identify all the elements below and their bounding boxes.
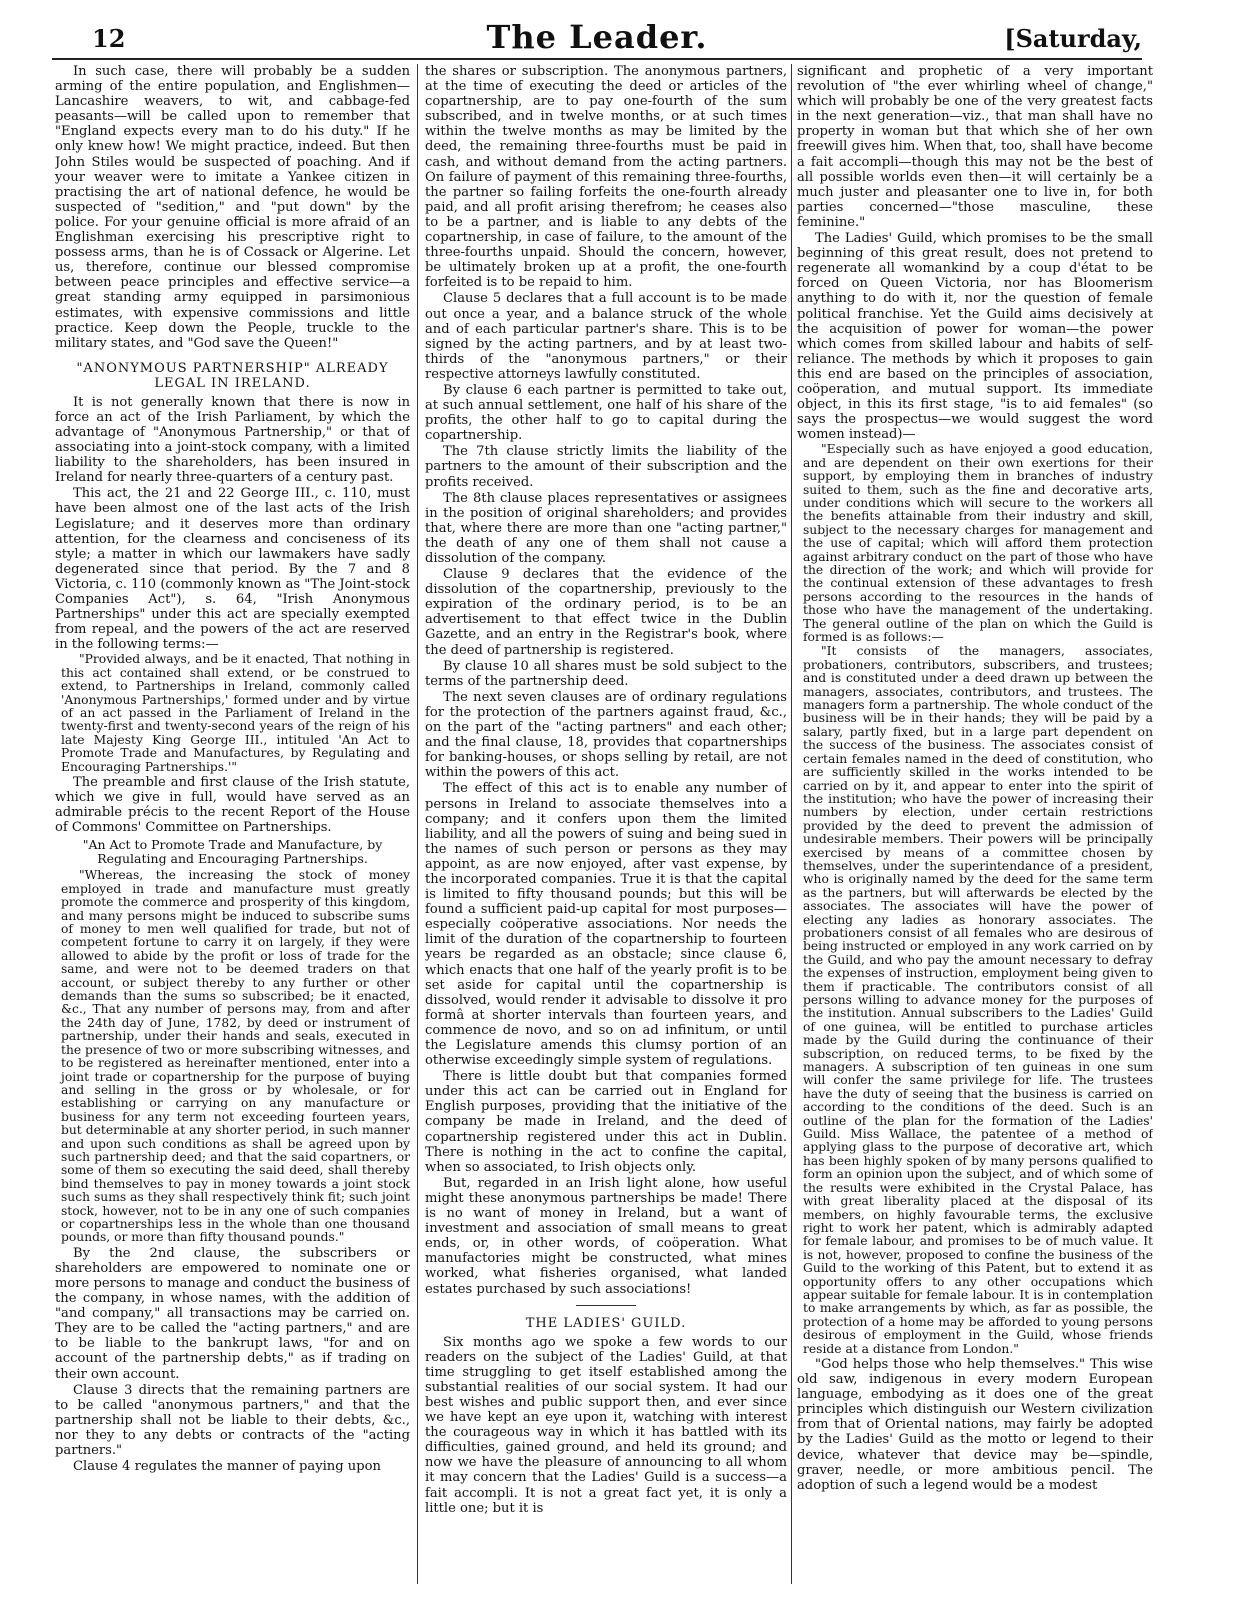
column-divider <box>791 64 792 1584</box>
paragraph: The 7th clause strictly limits the liability of the partners to the amount of their subscription and the profits received. <box>425 444 787 490</box>
page-header <box>52 18 1142 58</box>
paragraph: The 8th clause places representatives or assignees in the position of original shareholders; and provides that, where there are more than one "acting partner," the death of any one of them shall not cause a dissolution of the company. <box>425 490 787 566</box>
page-number: 12 <box>92 24 126 53</box>
paragraph: "God helps those who help themselves." This wise old saw, indigenous in every modern European language, embodying as it does one of the great principles which distinguish our Western civilization from that of Oriental nations, may fairly be adopted by the Ladies' Guild as the motto or legend to their device, whatever that device may be—spindle, graver, needle, or more ambitious pencil. The adoption of such a legend would be a modest <box>797 1356 1153 1493</box>
section-rule <box>576 1305 636 1306</box>
article-heading: "ANONYMOUS PARTNERSHIP" ALREADY LEGAL IN IRELAND. <box>76 360 389 391</box>
quotation: "Especially such as have enjoyed a good education, and are dependent on their own exertions for their support, by employing them in branches of industry suited to them, such as the fine and decorative arts, under conditions which will secure to the workers all the benefits attainable from their industry and skill, subject to the necessary charges for management and the use of capital; which will afford them protection against arbitrary conduct on the part of those who have the direction of the work; and which will provide for the continual extension of these advantages to fresh persons according to the resources in the hands of those who have the management of the undertaking. The general outline of the plan on which the Guild is formed is as follows:— <box>803 442 1153 645</box>
paragraph: It is not generally known that there is now in force an act of the Irish Parliament, by which the advantage of "Anonymous Partnership," or that of associating into a joint-stock company, with a limited liability to the shareholders, has been insured in Ireland for nearly three-quarters of a century past. <box>55 394 410 486</box>
paragraph: The effect of this act is to enable any number of persons in Ireland to associate themselves into a company; and it confers upon them the limited liability, and all the powers of suing and being sued in the names of such person or persons as they may appoint, as are now enjoyed, after vast expense, by the incorporated companies. True it is that the capital is limited to fifty thousand pounds; but this will be found a sufficient paid-up capital for most purposes—especially coöperative associations. Nor needs the limit of the duration of the copartnership to fourteen years be regarded as an obstacle; since clause 6, which enacts that one half of the yearly profit is to be set aside for capital until the copartnership is dissolved, would render it advisable to dissolve it pro formâ at shorter intervals than fourteen years, and commence de novo, and so on ad infinitum, or until the Legislature amends this clumsy portion of an otherwise exceedingly simple system of regulations. <box>425 781 787 1069</box>
paragraph: By the 2nd clause, the subscribers or shareholders are empowered to nominate one or more persons to manage and conduct the business of the company, in whose names, with the addition of "and company," all transactions may be carried on. They are to be called the "acting partners," and are to be liable to the bankrupt laws, "for and on account of the partnership debts," as if trading on their own account. <box>55 1245 410 1382</box>
paragraph: The Ladies' Guild, which promises to be the small beginning of this great result, does not pretend to regenerate all womankind by a coup d'état to be forced on Queen Victoria, nor has Bloomerism anything to do with it, nor the question of female political franchise. Yet the Guild aims decisively at the acquisition of power for woman—the power which comes from skilled labour and habits of self-reliance. The methods by which it proposes to gain this end are based on the principles of association, coöperation, and mutual support. Its immediate object, in this its first stage, "is to aid females" (so says the prospectus—we would suggest the word women instead)— <box>797 231 1153 443</box>
paragraph: There is little doubt but that companies formed under this act can be carried out in England for English purposes, providing that the initiative of the company be made in Ireland, and the deed of copartnership registered under this act in Dublin. There is nothing in the act to confine the capital, when so associated, to Irish objects only. <box>425 1069 787 1175</box>
paragraph: By clause 6 each partner is permitted to take out, at such annual settlement, one half of his share of the profits, the other half to go to capital during the copartnership. <box>425 382 787 444</box>
column-divider <box>417 64 418 1584</box>
column-1 <box>55 64 410 1584</box>
paragraph: Six months ago we spoke a few words to our readers on the subject of the Ladies' Guild, at that time struggling to get itself established among the substantial realities of our social system. It had our best wishes and public support then, and ever since we have kept an eye upon it, watching with interest the courageous way in which it has battled with its difficulties, gained ground, and held its ground; and now we have the pleasure of announcing to all whom it may concern that the Ladies' Guild is a success—a fait accompli. It is not a great fact yet, it is only a little one; but it is <box>425 1334 787 1516</box>
paragraph: Clause 3 directs that the remaining partners are to be called "anonymous partners," and that the partnership shall not be liable to their debts, &c., nor they to any debts or contracts of the "acting partners." <box>55 1382 410 1458</box>
act-title: "An Act to Promote Trade and Manufacture, by Regulating and Encouraging Partnerships. <box>82 837 383 867</box>
paragraph: Clause 9 declares that the evidence of the dissolution of the copartnership, previously to the expiration of the ordinary period, is to be an advertisement to that effect twice in the Dublin Gazette, and an entry in the Registrar's book, where the deed of partnership is registered. <box>425 567 787 658</box>
paragraph: The preamble and first clause of the Irish statute, which we give in full, would have served as an admirable précis to the recent Report of the House of Commons' Committee on Partnerships. <box>55 775 410 836</box>
paragraph: In such case, there will probably be a sudden arming of the entire population, and Englishmen—Lancashire weavers, to wit, and cabbage-fed peasants—will be called upon to remember that "England expects every man to do his duty." If he only knew how! We might practice, indeed. But then John Stiles would be suspected of poaching. And if your weaver were to imitate a Yankee citizen in practising the art of national defence, he would be suspected of "sedition," and "put down" by the police. For your genuine official is more afraid of an Englishman exercising his prescriptive right to possess arms, than he is of Cossack or Algerine. Let us, therefore, continue our blessed compromise between peace principles and effective service—a great standing army equipped in parsimonious estimates, with expensive commissions and little practice. Keep down the People, truckle to the military states, and "God save the Queen!" <box>55 64 410 351</box>
column-2 <box>425 64 787 1584</box>
paragraph: Clause 5 declares that a full account is to be made out once a year, and a balance struck of the whole and of each particular partner's share. This is to be signed by the acting partners, and by at least two-thirds of the "anonymous partners," or their respective attorneys lawfully constituted. <box>425 291 787 382</box>
article-heading: THE LADIES' GUILD. <box>525 1315 687 1331</box>
paragraph: This act, the 21 and 22 George III., c. 110, must have been almost one of the last acts of the Irish Legislature; and it deserves more than ordinary attention, for the clearness and conciseness of its style; a matter in which our lawmakers have sadly degenerated since that period. By the 7 and 8 Victoria, c. 110 (commonly known as "The Joint-stock Companies Act"), s. 64, "Irish Anonymous Partnerships" under this act are specially exempted from repeal, and the powers of the act are reserved in the following terms:— <box>55 486 410 653</box>
quotation: "Whereas, the increasing the stock of money employed in trade and manufacture must greatly promote the commerce and prosperity of this kingdom, and many persons might be induced to subscribe sums of money to men well qualified for trade, but not of competent fortune to carry it on largely, if they were allowed to abide by the profit or loss of trade for the same, and were not to be deemed traders on that account, or subject thereby to any further or other demands than the sums so subscribed; be it enacted, &c., That any number of persons may, from and after the 24th day of June, 1782, by deed or instrument of partnership, under their hands and seals, executed in the presence of two or more subscribing witnesses, and to be registered as hereinafter mentioned, enter into a joint trade or copartnership for the purpose of buying and selling in the gross or by wholesale, or for establishing or carrying on any manufacture or business for any term not exceeding fourteen years, but determinable at any shorter period, in such manner and upon such conditions as shall be agreed upon by such partnership deed; and that the said copartners, or some of them so executing the said deed, shall thereby bind themselves to pay in money towards a joint stock such sums as they shall respectively think fit; such joint stock, however, not to be in any one of such companies or copartnerships less in the whole than one thousand pounds, or more than fifty thousand pounds." <box>61 868 410 1245</box>
issue-day: [Saturday, <box>1004 24 1142 53</box>
quotation: "It consists of the managers, associates, probationers, contributors, subscribers, and trustees; and is constituted under a deed drawn up between the managers, associates, contributors, and trustees. The managers form a partnership. The whole conduct of the business will be in their hands; they will be paid by a salary, partly fixed, but in a large part dependent on the success of the business. The associates consist of certain females named in the deed of constitution, who are sufficiently skilled in the works intended to be carried on by it, and appear to enter into the spirit of the institution; who have the power of increasing their numbers by election, under certain restrictions provided by the deed to prevent the admission of undesirable members. Their powers will be principally exercised by means of a committee chosen by themselves, under the superintendance of a president, who is originally named by the deed for the same term as the partners, but will afterwards be elected by the associates. The associates will have the power of electing any ladies as honorary associates. The probationers consist of all females who are desirous of being instructed or employed in any work carried on by the Guild, and who pay the amount necessary to defray the expenses of instruction, employment being given to them if practicable. The contributors consist of all persons willing to advance money for the purposes of the institution. Annual subscribers to the Ladies' Guild of one guinea, will be entitled to purchase articles made by the Guild during the continuance of their subscription, on reduced terms, to be fixed by the managers. A subscription of ten guineas in one sum will confer the same privilege for life. The trustees have the duty of seeing that the business is carried on according to the conditions of the deed. Such is an outline of the plan for the formation of the Ladies' Guild. Miss Wallace, the patentee of a method of applying glass to the purpose of decorative art, which has been highly spoken of by many persons qualified to form an opinion upon the subject, and of which some of the results were exhibited in the Crystal Palace, has with great liberality placed at the disposal of its members, on highly favourable terms, the exclusive right to work her patent, which is admirably adapted for female labour, and promises to be of much value. It is not, however, proposed to confine the business of the Guild to the working of this Patent, but to extend it as opportunity offers to any other occupations which appear suitable for female labour. It is in contemplation to make arrangements by which, as far as possible, the protection of a home may be afforded to young persons desirous of employment in the Guild, whose friends reside at a distance from London." <box>803 644 1153 1356</box>
header-rule <box>52 58 1142 60</box>
paragraph: By clause 10 all shares must be sold subject to the terms of the partnership deed. <box>425 658 787 689</box>
paragraph: Clause 4 regulates the manner of paying upon <box>73 1459 381 1475</box>
quotation: "Provided always, and be it enacted, That nothing in this act contained shall extend, or be construed to extend, to Partnerships in Ireland, commonly called 'Anonymous Partnerships,' formed under and by virtue of an act passed in the Parliament of Ireland in the twenty-first and twenty-second years of the reign of his late Majesty King George III., intituled 'An Act to Promote Trade and Manufactures, by Regulating and Encouraging Partnerships.'" <box>61 652 410 774</box>
paragraph: But, regarded in an Irish light alone, how useful might these anonymous partnerships be made! There is no want of money in Ireland, but a want of investment and association of small means to great ends, or, in other words, of coöperation. What manufactories might be constructed, what mines worked, what fisheries organised, what landed estates purchased by such associations! <box>425 1175 787 1297</box>
paragraph: The next seven clauses are of ordinary regulations for the protection of the partners against fraud, &c., on the part of the "acting partners" and each other; and the final clause, 18, provides that copartnerships for banking-houses, or shops selling by retail, are not within the powers of this act. <box>425 689 787 781</box>
paragraph: the shares or subscription. The anonymous partners, at the time of executing the deed or articles of the copartnership, are to pay one-fourth of the sum subscribed, and in twelve months, or at such times within the twelve months as may be limited by the deed, the remaining three-fourths must be paid in cash, and without demand from the acting partners. On failure of payment of this remaining three-fourths, the partner so failing forfeits the one-fourth already paid, and all profit arising therefrom; he ceases also to be a partner, and is liable to any debts of the copartnership, in case of failure, to the amount of the three-fourths unpaid. Should the concern, however, be ultimately broken up at a profit, the one-fourth forfeited is to be repaid to him. <box>425 64 787 291</box>
column-3 <box>797 64 1153 1584</box>
paragraph: significant and prophetic of a very important revolution of "the ever whirling wheel of change," which will probably be one of the very greatest facts in the next generation—viz., that man shall have no property in woman but that which she of her own freewill gives him. When that, too, shall have become a fait accompli—though this may not be the best of all possible worlds even then—it will certainly be a much juster and pleasanter one to live in, for both parties concerned—"those masculine, these feminine." <box>797 64 1153 230</box>
masthead-title: The Leader. <box>486 18 708 56</box>
